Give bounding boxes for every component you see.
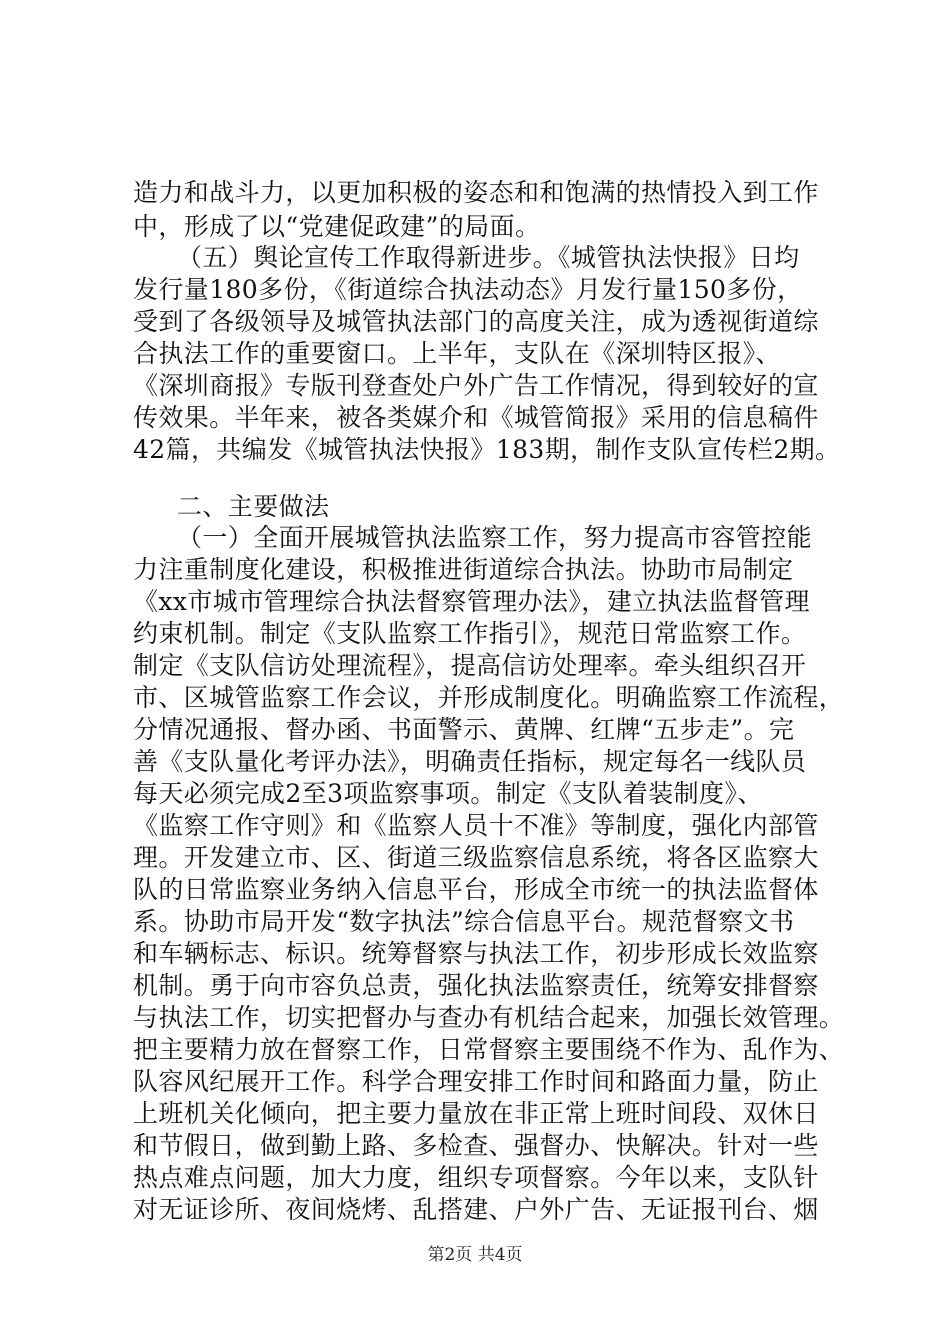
text-line: 热点难点问题，加大力度，组织专项督察。今年以来，支队针 xyxy=(133,1163,819,1192)
text-line: 约束机制。制定《支队监察工作指引》，规范日常监察工作。 xyxy=(133,619,807,648)
text-line: 《xx市城市管理综合执法督察管理办法》，建立执法监督管理 xyxy=(133,587,810,616)
text-line: 和节假日，做到勤上路、多检查、强督办、快解决。针对一些 xyxy=(133,1131,819,1160)
text-line: 理。开发建立市、区、街道三级监察信息系统，将各区监察大 xyxy=(133,843,819,872)
text-line: 善《支队量化考评办法》，明确责任指标，规定每名一线队员 xyxy=(133,747,807,776)
text-line: 系。协助市局开发“数字执法”综合信息平台。规范督察文书 xyxy=(133,907,795,936)
text-line: 《深圳商报》专版刊登查处户外广告工作情况，得到较好的宣 xyxy=(133,371,819,400)
text-line: 对无证诊所、夜间烧烤、乱搭建、户外广告、无证报刊台、烟 xyxy=(133,1195,819,1224)
text-line: 和车辆标志、标识。统筹督察与执法工作，初步形成长效监察 xyxy=(133,939,819,968)
text-line: 制定《支队信访处理流程》，提高信访处理率。牵头组织召开 xyxy=(133,651,807,680)
page-number-footer: 第2页 共4页 xyxy=(427,1245,523,1265)
text-line: 机制。勇于向市容负总责，强化执法监察责任，统筹安排督察 xyxy=(133,971,819,1000)
text-line: 中，形成了以“党建促政建”的局面。 xyxy=(133,212,541,241)
text-line: 队容风纪展开工作。科学合理安排工作时间和路面力量，防止 xyxy=(133,1067,819,1096)
text-line: 造力和战斗力，以更加积极的姿态和和饱满的热情投入到工作 xyxy=(133,178,819,207)
text-line: 传效果。半年来，被各类媒介和《城管简报》采用的信息稿件 xyxy=(133,403,819,432)
text-line: 分情况通报、督办函、书面警示、黄牌、红牌“五步走”。完 xyxy=(133,715,795,744)
text-line: 上班机关化倾向，把主要力量放在非正常上班时间段、双休日 xyxy=(133,1099,819,1128)
text-line: （一）全面开展城管执法监察工作，努力提高市容管控能 xyxy=(177,523,813,552)
text-line: 把主要精力放在督察工作，日常督察主要围绕不作为、乱作为、 xyxy=(133,1035,845,1064)
text-line: 市、区城管监察工作会议，并形成制度化。明确监察工作流程， xyxy=(133,683,845,712)
text-line: 受到了各级领导及城管执法部门的高度关注，成为透视街道综 xyxy=(133,307,819,336)
text-line: 力注重制度化建设，积极推进街道综合执法。协助市局制定 xyxy=(133,555,794,584)
section-heading: 二、主要做法 xyxy=(177,492,330,521)
text-line: 合执法工作的重要窗口。上半年，支队在《深圳特区报》、 xyxy=(133,339,781,368)
text-line: 每天必须完成2至3项监察事项。制定《支队着装制度》、 xyxy=(133,779,763,808)
text-line: （五）舆论宣传工作取得新进步。《城管执法快报》日均 xyxy=(177,243,800,272)
text-line: 《监察工作守则》和《监察人员十不准》等制度，强化内部管 xyxy=(133,811,819,840)
text-line: 与执法工作，切实把督办与查办有机结合起来，加强长效管理。 xyxy=(133,1003,845,1032)
text-line: 发行量180多份，《街道综合执法动态》月发行量150多份， xyxy=(133,275,803,304)
text-line: 队的日常监察业务纳入信息平台，形成全市统一的执法监督体 xyxy=(133,875,819,904)
text-line: 42篇，共编发《城管执法快报》183期，制作支队宣传栏2期。 xyxy=(133,435,841,464)
